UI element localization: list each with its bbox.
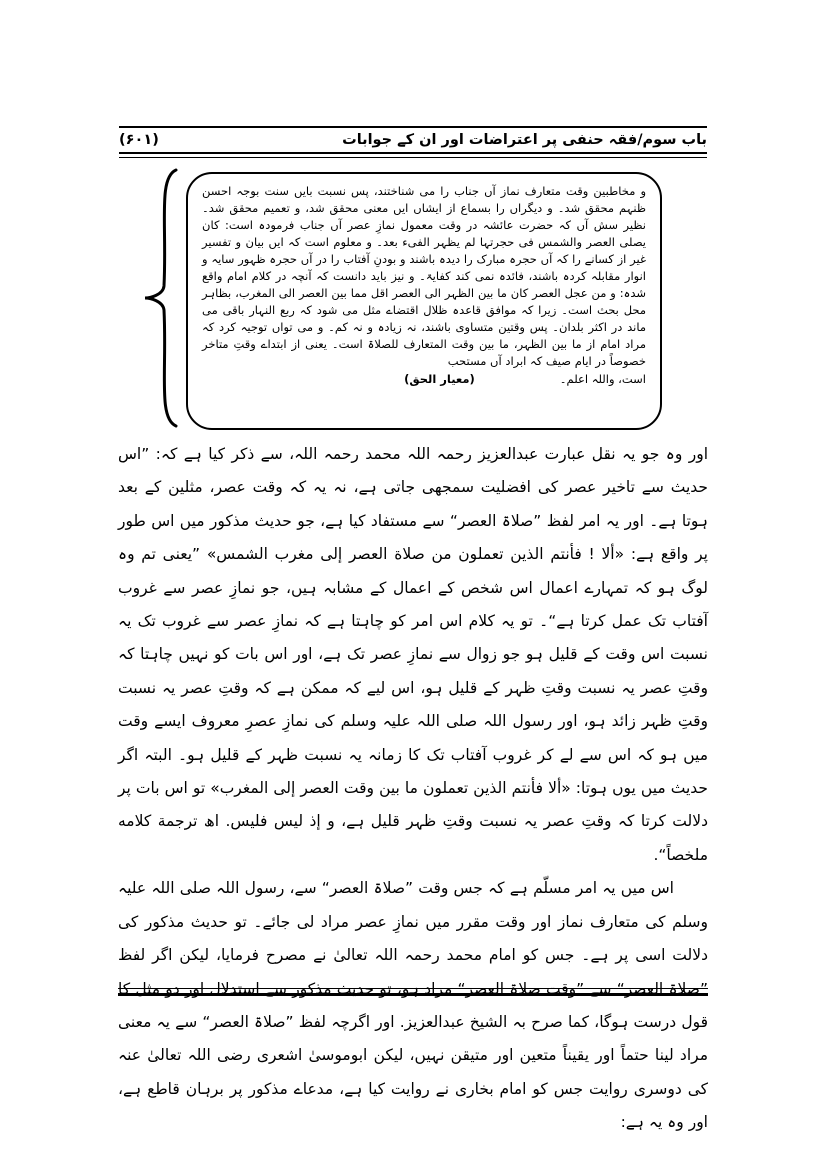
quote-box	[186, 172, 662, 430]
quote-attribution: (معیار الحق)	[404, 372, 475, 386]
header-top-rule	[119, 126, 707, 128]
quote-closing: است، واللہ اعلم۔	[559, 372, 646, 386]
page-header	[119, 130, 707, 150]
header-bottom-rule	[119, 152, 707, 158]
footer-rule	[118, 988, 708, 996]
quote-footer	[202, 371, 646, 388]
curly-brace-icon	[140, 166, 182, 430]
quote-text: و مخاطبین وقت متعارف نماز آں جناب را می شناختند، پس نسبت بایں سنت بوجہ احسن ظنہم محقق شد۔ و دیگراں را بسماع از ایشاں ایں معنی محقق شد، و تعمیم محقق شد۔ نظیر سش آں کہ حضرت عائشہ در وقت معمول نمازِ عصر آں جناب فرمودہ است: کان یصلی العصر والشمس فی حجرتہا لم یظہر الفیء بعد۔ و معلوم است کہ ایں بیان و تفسیر غیر از کسانے را کہ آں حجرہ مبارک را دیدہ باشند و بودنِ آفتاب را در آں حجرہ ظہور سایہ و انوار مقابلہ کردہ باشند، فائدہ نمی کند کفایۃ۔ و نیز باید دانست کہ آنچہ در کلام امام واقع شدہ: و من عجل العصر کان ما بین الظہر الی العصر اقل مما بین العصر الی المغرب، بظاہر محل بحث است۔ زیرا کہ موافق قاعدہ ظلال اقتضاے مثل می شود کہ ربع النہار باقی می ماند در اکثر بلدان۔ پس وقتین متساوی باشند، نہ زیادہ و نہ کم۔ و می تواں توجیہ کرد کہ مراد امام از ما بین الظہر، ما بین وقت المتعارف للصلاۃ است۔ یعنی از ابتداے وقتِ متاخر خصوصاً در ایام صیف کہ ابراد آں مستحب	[202, 184, 646, 368]
paragraph: اس میں یہ امر مسلّم ہے کہ جس وقت ”صلاۃ العصر“ سے، رسول اللہ صلی اللہ علیہ وسلم کی متعارف نماز اور وقت مقرر میں نمازِ عصر مراد لی جائے۔ تو حدیث مذکور کی دلالت اسی پر ہے۔ جس کو امام محمد رحمہ اللہ تعالیٰ نے مصرح فرمایا، لیکن اگر لفظ ”صلاۃ العصر“ سے ”وقت صلاۃ العصر“ مراد ہو، تو حدیث مذکور سے استدلال اور دو مثل کا قول درست ہوگا، کما صرح بہ الشیخ عبدالعزیز. اور اگرچہ لفظ ”صلاۃ العصر“ سے یہ معنی مراد لینا حتماً اور یقیناً متعین اور متیقن نہیں، لیکن ابوموسیٰ اشعری رضی اللہ تعالیٰ عنہ کی دوسری روایت جس کو امام بخاری نے روایت کیا ہے، مدعاے مذکور پر برہان قاطع ہے، اور وہ یہ ہے:	[118, 879, 708, 1132]
paragraph: اور وہ جو یہ نقل عبارت عبدالعزیز رحمہ اللہ محمد رحمہ اللہ، سے ذکر کیا ہے کہ: ”اس حدیث سے تاخیر عصر کی افضلیت سمجھی جاتی ہے، نہ یہ کہ وقت عصر، مثلین کے بعد ہوتا ہے۔ اور یہ امر لفظ ”صلاۃ العصر“ سے مستفاد کیا ہے، جو حدیث مذکور میں اس طور پر واقع ہے: «ألا ! فأنتم الذين تعملون من صلاة العصر إلى مغرب الشمس» ”یعنی تم وہ لوگ ہو کہ تمہارے اعمال اس شخص کے اعمال کے مشابہ ہیں، جو نمازِ عصر سے غروب آفتاب تک عمل کرتا ہے“۔ تو یہ کلام اس امر کو چاہتا ہے کہ نمازِ عصر سے غروب تک یہ نسبت اس وقت کے قلیل ہو جو زوال سے نمازِ عصر تک ہے، اور اس بات کو نہیں چاہتا کہ وقتِ عصر یہ نسبت وقتِ ظہر کے قلیل ہو، اس لیے کہ ممکن ہے کہ وقتِ عصر یہ نسبت وقتِ ظہر زائد ہو، اور رسول اللہ صلی اللہ علیہ وسلم کی نمازِ عصرِ معروف ایسے وقت میں ہو کہ اس سے لے کر غروب آفتاب تک کا زمانہ یہ نسبت ظہر کے قلیل ہو۔ البتہ اگر حدیث میں یوں ہوتا: «ألا فأنتم الذين تعملون ما بين وقت العصر إلى المغرب» تو اس بات پر دلالت کرتا کہ وقتِ عصر یہ نسبت وقتِ ظہر قلیل ہے، و إذ ليس فليس. اھ ترجمة كلامه ملخصاً“.	[118, 445, 708, 864]
page-number: (۶۰۱)	[119, 132, 159, 148]
chapter-title: باب سوم/فقہ حنفی پر اعتراضات اور ان کے جوابات	[342, 132, 707, 148]
body-text	[118, 438, 708, 1140]
